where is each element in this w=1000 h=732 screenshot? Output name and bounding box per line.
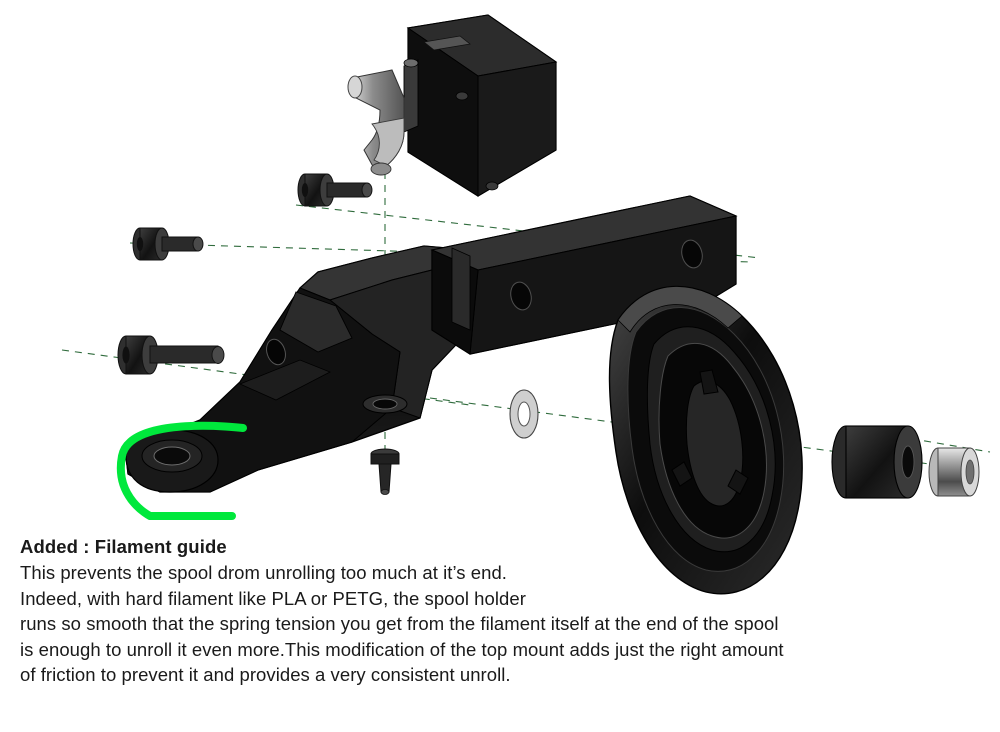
top-mount-arm-part	[126, 246, 470, 492]
bearing-spacer-part	[832, 426, 922, 498]
set-screw-vertical-part	[371, 449, 399, 495]
caption-title: Added : Filament guide	[20, 536, 227, 557]
screw-upper-part	[298, 174, 372, 206]
stepper-motor-part	[404, 15, 556, 196]
caption-block	[20, 534, 980, 688]
caption-line-3: runs so smooth that the spring tension you get from the filament itself at the end of the spool	[20, 613, 779, 634]
motor-shaft-coupler-part	[348, 70, 404, 175]
caption-line-5: of friction to prevent it and provides a very consistent unroll.	[20, 664, 511, 685]
caption-line-2: Indeed, with hard filament like PLA or PETG, the spool holder	[20, 587, 526, 609]
caption-line-4: is enough to unroll it even more.This modification of the top mount adds just the right amount	[20, 638, 784, 660]
washer-part	[510, 390, 538, 438]
screw-middle-part	[133, 228, 203, 260]
screw-lower-long-part	[118, 336, 224, 374]
end-bushing-part	[929, 448, 979, 496]
caption-line-1: This prevents the spool drom unrolling too much at it’s end.	[20, 562, 507, 583]
